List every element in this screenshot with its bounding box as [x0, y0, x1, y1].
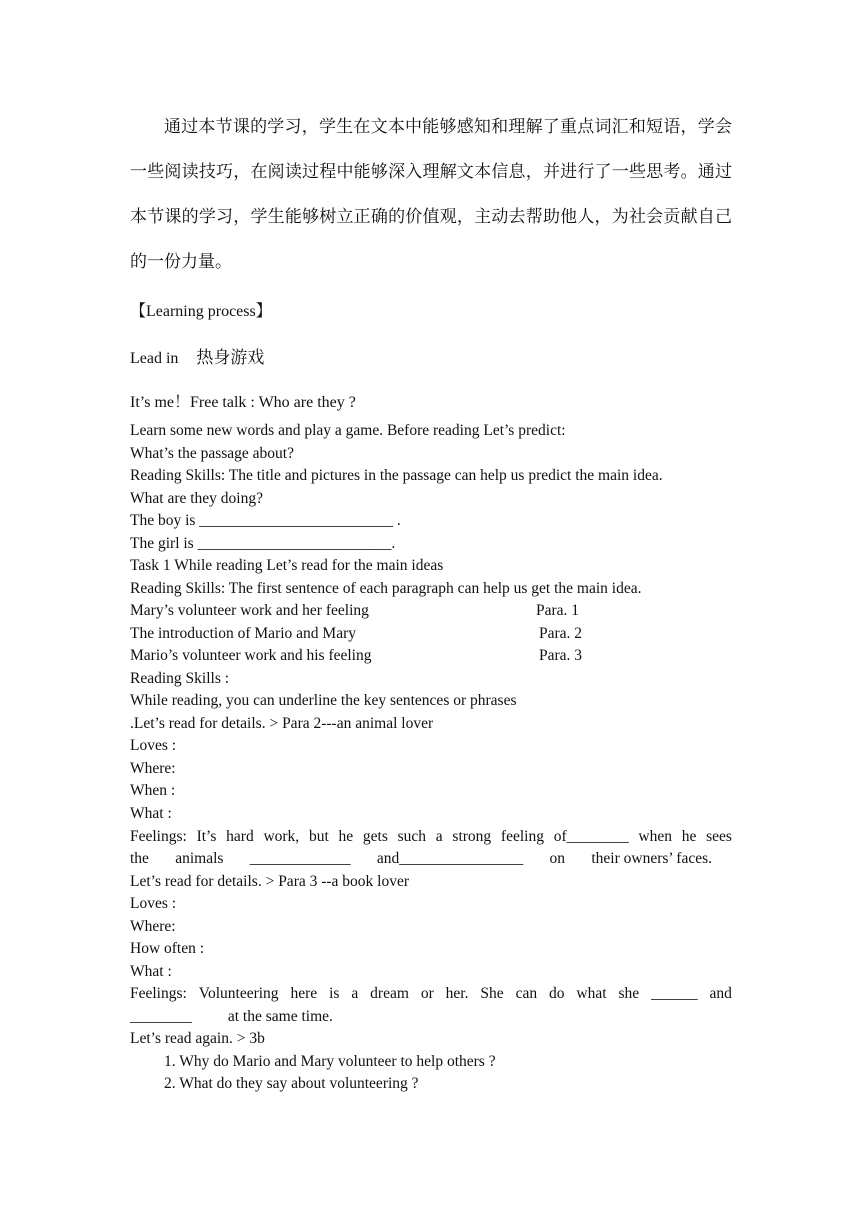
text-line: Task 1 While reading Let’s read for the main ideas: [130, 557, 444, 574]
word: _____________: [249, 850, 351, 867]
matching-row: [130, 625, 356, 643]
word: sees: [706, 828, 732, 845]
word: strong: [452, 828, 492, 845]
word: and________________: [376, 850, 524, 867]
feelings-mario-line-2: [130, 850, 712, 868]
word: feeling: [500, 828, 544, 845]
text-line: Let’s read again. > 3b: [130, 1030, 265, 1047]
word: She: [480, 985, 504, 1002]
text-line: What are they doing?: [130, 490, 263, 507]
word: or: [420, 985, 434, 1002]
word: but: [308, 828, 329, 845]
word: such: [397, 828, 427, 845]
word: her.: [445, 985, 469, 1002]
matching-row: [130, 647, 371, 665]
word: a: [435, 828, 443, 845]
word: the: [130, 850, 149, 867]
matching-text: The introduction of Mario and Mary: [130, 625, 356, 642]
blank: ________: [130, 1008, 192, 1025]
text-line: While reading, you can underline the key sentences or phrases: [130, 692, 517, 709]
word: she: [618, 985, 640, 1002]
word: gets: [362, 828, 388, 845]
word: when: [638, 828, 672, 845]
section-heading: 【Learning process】: [130, 303, 272, 320]
text-line: Reading Skills: The first sentence of each paragraph can help us get the main idea.: [130, 580, 642, 597]
feelings-mary-line-2: [130, 1008, 333, 1026]
blank-line-girl: The girl is _________________________.: [130, 535, 396, 552]
feelings-mary-line-1: [130, 985, 732, 1003]
lead-in-line: [130, 343, 264, 368]
matching-row: [130, 602, 369, 620]
word: Feelings:: [130, 985, 187, 1002]
word: a: [351, 985, 359, 1002]
field-label-where: Where:: [130, 918, 176, 935]
word: do: [549, 985, 565, 1002]
question-2: 2. What do they say about volunteering ?: [164, 1075, 419, 1092]
word: ______: [651, 985, 698, 1002]
blank-line-boy: The boy is _________________________ .: [130, 512, 401, 529]
lead-in-zh: 热身游戏: [196, 348, 265, 368]
word: he: [338, 828, 354, 845]
text-line: Reading Skills: The title and pictures in the passage can help us predict the main idea.: [130, 467, 663, 484]
text-line: .Let’s read for details. > Para 2---an animal lover: [130, 715, 434, 732]
word: hard: [226, 828, 254, 845]
intro-paragraph: 通过本节课的学习，学生在文本中能够感知和理解了重点词汇和短语，学会一些阅读技巧，在阅读过程中能够深入理解文本信息，并进行了一些思考。通过本节课的学习，学生能够树立正确的价值观，主动去帮助他人，为社会贡献自己的一份力量。: [130, 117, 732, 272]
word: he: [681, 828, 697, 845]
word: Volunteering: [198, 985, 279, 1002]
text-fragment: at the same time.: [227, 1008, 333, 1025]
matching-text: Mary’s volunteer work and her feeling: [130, 602, 369, 619]
word: It’s: [196, 828, 217, 845]
text-line: Let’s read for details. > Para 3 --a book lover: [130, 873, 410, 890]
text-line: Learn some new words and play a game. Before reading Let’s predict:: [130, 422, 566, 439]
matching-para: Para. 2: [539, 625, 583, 642]
word: dream: [370, 985, 409, 1002]
text-line: What’s the passage about?: [130, 445, 294, 462]
field-label-when: When :: [130, 782, 176, 799]
field-label-what: What :: [130, 805, 172, 822]
word: Feelings:: [130, 828, 187, 845]
feelings-mario-line-1: [130, 828, 732, 846]
matching-text: Mario’s volunteer work and his feeling: [130, 647, 372, 664]
word: is: [329, 985, 340, 1002]
text-line: Reading Skills :: [130, 670, 230, 687]
matching-para: Para. 1: [536, 602, 580, 619]
word: here: [290, 985, 318, 1002]
field-label-loves: Loves :: [130, 737, 177, 754]
word: their owners’ faces.: [591, 850, 712, 867]
word: of________: [553, 828, 629, 845]
word: and: [709, 985, 732, 1002]
question-1: 1. Why do Mario and Mary volunteer to help others ?: [164, 1053, 496, 1070]
word: what: [576, 985, 607, 1002]
matching-para: Para. 3: [539, 647, 583, 664]
word: can: [515, 985, 538, 1002]
word: animals: [175, 850, 224, 867]
word: on: [549, 850, 566, 867]
free-talk-line: It’s me！Free talk : Who are they ?: [130, 394, 356, 411]
field-label-what: What :: [130, 963, 172, 980]
word: work,: [263, 828, 300, 845]
field-label-loves: Loves :: [130, 895, 177, 912]
field-label-where: Where:: [130, 760, 176, 777]
field-label-how-often: How often :: [130, 940, 205, 957]
lead-in-label: Lead in: [130, 350, 179, 367]
